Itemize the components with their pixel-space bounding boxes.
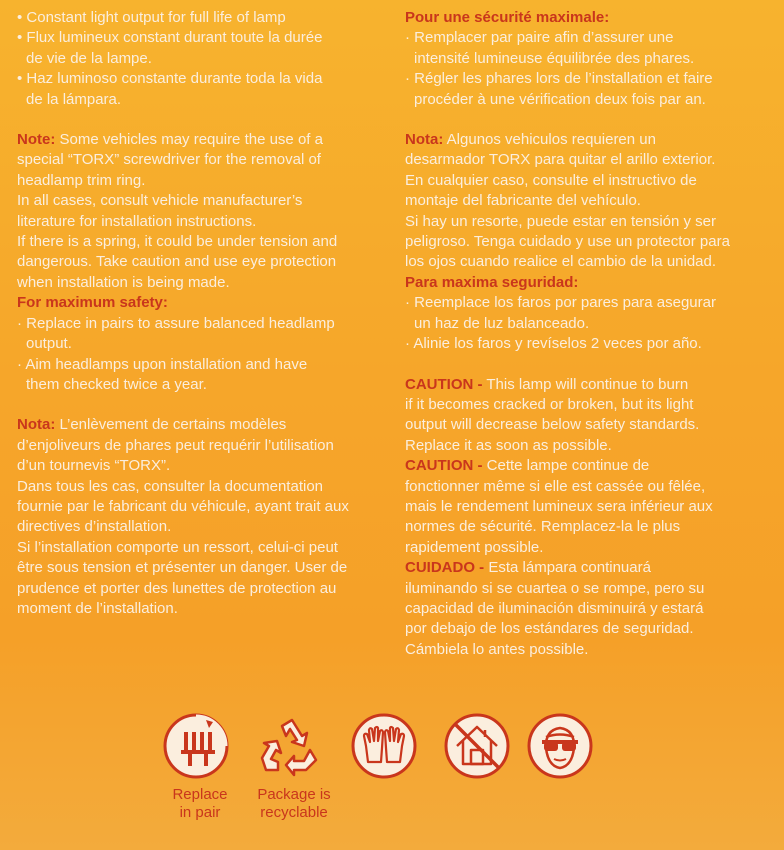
caution-fr-line: normes de sécurité. Remplacez-la le plus — [405, 518, 681, 536]
caution-es-line: por debajo de los estándares de seguridad. — [405, 620, 694, 638]
note-fr-line: d’enjoliveurs de phares peut requérir l’utilisation — [17, 436, 334, 454]
note-es-line: Si hay un resorte, puede estar en tensión y ser — [405, 212, 717, 230]
safety-es-heading: Para maxima seguridad: — [405, 273, 579, 291]
caution-en-label: CAUTION - — [405, 375, 483, 393]
bullet-en: • Constant light output for full life of lamp — [17, 9, 286, 26]
note-es-label: Nota: — [405, 131, 444, 149]
note-en-line: headlamp trim ring. — [17, 171, 146, 189]
caution-fr-line: mais le rendement lumineux sera inférieur aux — [405, 497, 713, 515]
caution-en-line: Replace it as soon as possible. — [405, 436, 612, 454]
note-fr-label: Nota: — [17, 416, 56, 434]
caution-es: CUIDADO - Esta lámpara continuará — [405, 559, 651, 577]
note-fr-line: moment de l’installation. — [17, 599, 178, 617]
caution-en: CAUTION - This lamp will continue to burn — [405, 375, 689, 393]
note-en-line: dangerous. Take caution and use eye protection — [17, 253, 337, 271]
bullet-fr: • Flux lumineux constant durant toute la durée — [17, 29, 323, 47]
caution-es-line: Cámbiela lo antes possible. — [405, 640, 589, 658]
note-fr-line: d’un tournevis “TORX”. — [17, 457, 171, 475]
safety-es-item: · Alinie los faros y revíselos 2 veces por año. — [405, 335, 702, 353]
replace-in-pair-icon — [162, 712, 230, 780]
safety-fr-item-cont: procéder à une vérification deux fois par an. — [414, 90, 706, 108]
note-fr-line: prudence et porter des lunettes de protection au — [17, 579, 337, 597]
caution-fr-line: rapidement possible. — [405, 538, 544, 556]
note-en-line: when installation is being made. — [17, 273, 230, 291]
icon-row — [162, 712, 622, 782]
caution-en-line: output will decrease below safety standards. — [405, 416, 700, 434]
bullet-es: • Haz luminoso constante durante toda la vida — [17, 70, 323, 88]
safety-fr-item-cont: intensité lumineuse équilibrée des phares. — [414, 49, 695, 67]
bullet-fr-cont: de vie de la lampe. — [26, 49, 152, 67]
caution-es-line: iluminando si se cuartea o se rompe, pero su — [405, 579, 705, 597]
note-es-line: desarmador TORX para quitar el arillo exterior. — [405, 151, 716, 169]
safety-fr-item: · Remplacer par paire afin d’assurer une — [405, 29, 674, 47]
note-fr: Nota: L’enlèvement de certains modèles — [17, 416, 287, 434]
safety-fr-item: · Régler les phares lors de l’installation et faire — [405, 70, 713, 88]
caution-fr-line: fonctionner même si elle est cassée ou fêlée, — [405, 477, 706, 495]
recycle-icon — [256, 712, 324, 780]
safety-en-item-cont: them checked twice a year. — [26, 375, 207, 393]
left-column — [17, 8, 377, 619]
note-fr-line: Si l’installation comporte un ressort, celui-ci peut — [17, 538, 338, 556]
safety-es-item: · Reemplace los faros por pares para asegurar — [405, 294, 716, 312]
note-fr-line: être sous tension et présenter un danger. User de — [17, 559, 348, 577]
right-column — [405, 8, 780, 660]
note-en: Note: Some vehicles may require the use of a — [17, 131, 323, 149]
caution-fr: CAUTION - Cette lampe continue de — [405, 457, 650, 475]
note-fr-line: directives d’installation. — [17, 518, 172, 536]
note-es-line: En cualquier caso, consulte el instructivo de — [405, 171, 697, 189]
recyclable-caption: Package is recyclable — [257, 786, 331, 821]
caution-fr-label: CAUTION - — [405, 457, 483, 475]
note-en-line: literature for installation instructions. — [17, 212, 257, 230]
note-en-label: Note: — [17, 131, 56, 149]
replace-in-pair-caption: Replace in pair — [172, 786, 228, 821]
note-fr-line: Dans tous les cas, consulter la documentation — [17, 477, 323, 495]
note-fr-line: fournie par le fabricant du véhicule, ayant trait aux — [17, 497, 349, 515]
safety-en-item: · Replace in pairs to assure balanced headlamp — [17, 314, 335, 332]
eye-protection-icon — [526, 712, 594, 780]
caution-es-label: CUIDADO - — [405, 559, 485, 577]
safety-en-heading: For maximum safety: — [17, 294, 168, 312]
safety-fr-heading: Pour une sécurité maximale: — [405, 9, 610, 26]
note-es: Nota: Algunos vehiculos requieren un — [405, 131, 656, 149]
note-es-line: los ojos cuando realice el cambio de la unidad. — [405, 253, 717, 271]
bullet-es-cont: de la lámpara. — [26, 90, 122, 108]
caution-es-line: capacidad de iluminación disminuirá y estará — [405, 599, 704, 617]
note-en-line: special “TORX” screwdriver for the removal of — [17, 151, 321, 169]
note-es-line: montaje del fabricante del vehículo. — [405, 192, 641, 210]
note-en-line: In all cases, consult vehicle manufacturer’s — [17, 192, 303, 210]
caution-en-line: if it becomes cracked or broken, but its light — [405, 395, 694, 413]
gloves-icon — [350, 712, 418, 780]
note-es-line: peligroso. Tenga cuidado y use un protector para — [405, 233, 730, 251]
note-en-line: If there is a spring, it could be under tension and — [17, 233, 338, 251]
safety-en-item-cont: output. — [26, 335, 72, 353]
no-household-use-icon — [443, 712, 511, 780]
safety-es-item-cont: un haz de luz balanceado. — [414, 314, 590, 332]
safety-en-item: · Aim headlamps upon installation and have — [17, 355, 308, 373]
